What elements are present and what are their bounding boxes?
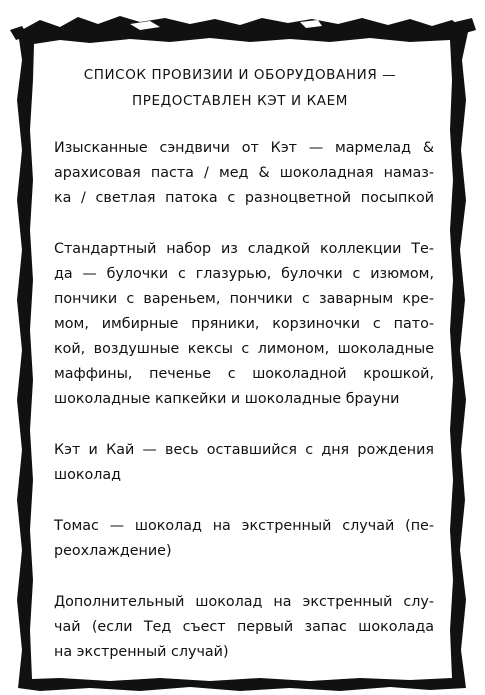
provisions-list: [54, 136, 434, 691]
text-line: Томас — шоколад на экстренный случай (пе-: [54, 518, 434, 534]
text-line: чай (если Тед съест первый запас шоколада: [54, 619, 434, 635]
text-line: Изысканные сэндвичи от Кэт — мармелад &: [54, 140, 434, 156]
text-line: арахисовая паста / мед & шоколадная намаз-: [54, 165, 434, 181]
text-line: ка / светлая патока с разноцветной посыпкой: [54, 190, 434, 206]
list-item-kat-sandwiches: [54, 136, 434, 211]
list-item-thomas-chocolate: [54, 514, 434, 564]
text-line: пончики с вареньем, пончики с заварным кре-: [54, 291, 434, 307]
text-line: на экстренный случай): [54, 644, 229, 660]
text-line: да — булочки с глазурью, булочки с изюмом,: [54, 266, 434, 282]
text-line: Дополнительный шоколад на экстренный слу-: [54, 594, 434, 610]
text-line: мом, имбирные пряники, корзиночки с пато-: [54, 316, 434, 332]
text-line: реохлаждение): [54, 543, 172, 559]
list-item-ted-sweets: [54, 237, 434, 412]
list-item-kat-kai-chocolate: [54, 438, 434, 488]
text-line: шоколад: [54, 467, 121, 483]
title-line-2: ПРЕДОСТАВЛЕН КЭТ И КАЕМ: [131, 93, 349, 109]
text-line: кой, воздушные кексы с лимоном, шоколадные: [54, 341, 434, 357]
title-line-1: СПИСОК ПРОВИЗИИ И ОБОРУДОВАНИЯ —: [83, 67, 397, 83]
text-line: маффины, печенье с шоколадной крошкой,: [54, 366, 434, 382]
text-line: Стандартный набор из сладкой коллекции Те-: [54, 241, 434, 257]
text-line: Кэт и Кай — весь оставшийся с дня рождения: [54, 442, 434, 458]
document-title: [30, 62, 450, 114]
list-item-extra-chocolate: [54, 590, 434, 665]
text-line: шоколадные капкейки и шоколадные брауни: [54, 391, 400, 407]
